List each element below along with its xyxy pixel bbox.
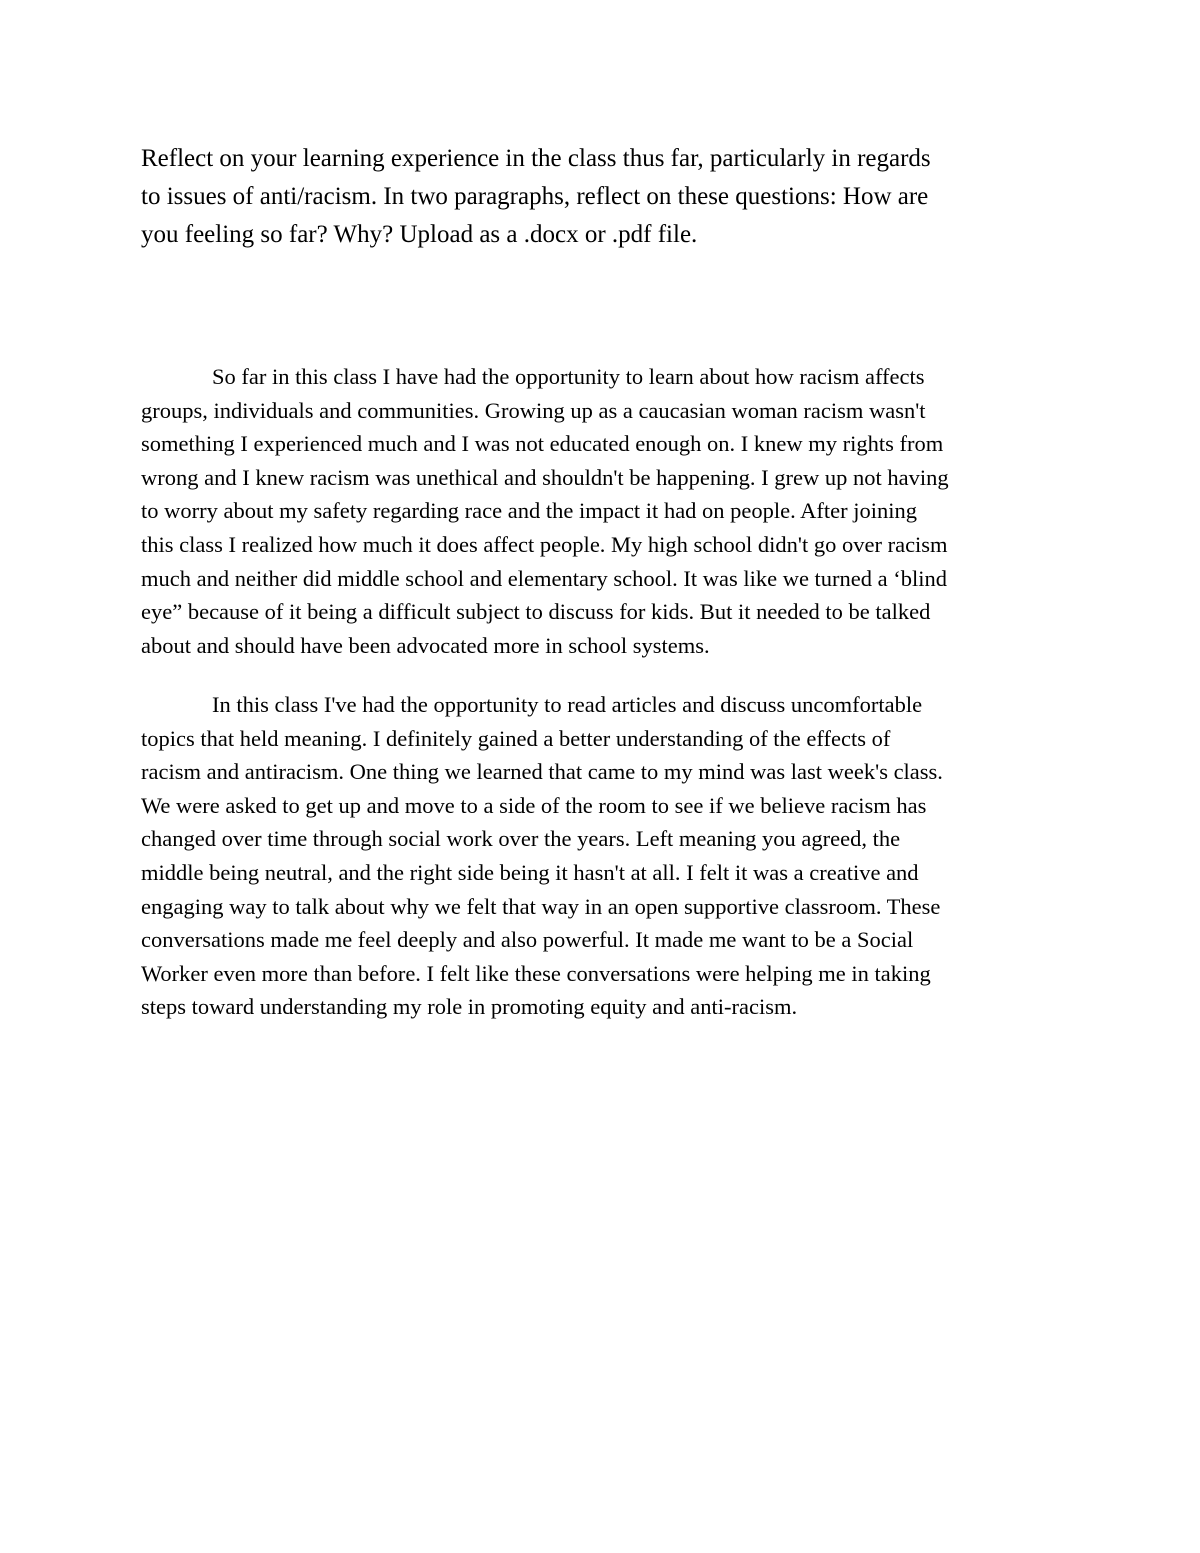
paragraph-line: middle being neutral, and the right side being it hasn't at all. I felt it was a creative and (141, 859, 919, 885)
paragraph-line: wrong and I knew racism was unethical and shouldn't be happening. I grew up not having (141, 464, 949, 490)
paragraph-line: We were asked to get up and move to a side of the room to see if we believe racism has (141, 792, 927, 818)
reflection-paragraph-1 (141, 360, 1061, 662)
paragraph-line: topics that held meaning. I definitely gained a better understanding of the effects of (141, 725, 891, 751)
prompt-line: to issues of anti/racism. In two paragraphs, reflect on these questions: How are (141, 183, 929, 210)
prompt-line: you feeling so far? Why? Upload as a .docx or .pdf file. (141, 221, 698, 248)
paragraph-line: racism and antiracism. One thing we learned that came to my mind was last week's class. (141, 759, 943, 785)
paragraph-line: So far in this class I have had the opportunity to learn about how racism affects (212, 364, 925, 389)
paragraph-line: eye” because of it being a difficult subject to discuss for kids. But it needed to be talked (141, 599, 931, 625)
prompt-line: Reflect on your learning experience in the class thus far, particularly in regards (141, 145, 931, 172)
reflection-paragraph-2 (141, 688, 1061, 1024)
paragraph-line: engaging way to talk about why we felt that way in an open supportive classroom. These (141, 893, 941, 919)
paragraph-line: steps toward understanding my role in promoting equity and anti-racism. (141, 994, 798, 1020)
paragraph-line: groups, individuals and communities. Growing up as a caucasian woman racism wasn't (141, 397, 926, 423)
paragraph-line: Worker even more than before. I felt like these conversations were helping me in taking (141, 960, 931, 986)
paragraph-line: much and neither did middle school and elementary school. It was like we turned a ‘blind (141, 565, 948, 591)
paragraph-line: to worry about my safety regarding race and the impact it had on people. After joining (141, 498, 918, 524)
paragraph-line: changed over time through social work over the years. Left meaning you agreed, the (141, 826, 901, 852)
paragraph-line: In this class I've had the opportunity to read articles and discuss uncomfortable (212, 692, 923, 717)
paragraph-line: this class I realized how much it does affect people. My high school didn't go over racism (141, 531, 948, 557)
assignment-prompt (141, 140, 1061, 254)
paragraph-line: conversations made me feel deeply and also powerful. It made me want to be a Social (141, 927, 914, 953)
paragraph-line: about and should have been advocated more in school systems. (141, 632, 710, 658)
paragraph-line: something I experienced much and I was not educated enough on. I knew my rights from (141, 431, 944, 457)
